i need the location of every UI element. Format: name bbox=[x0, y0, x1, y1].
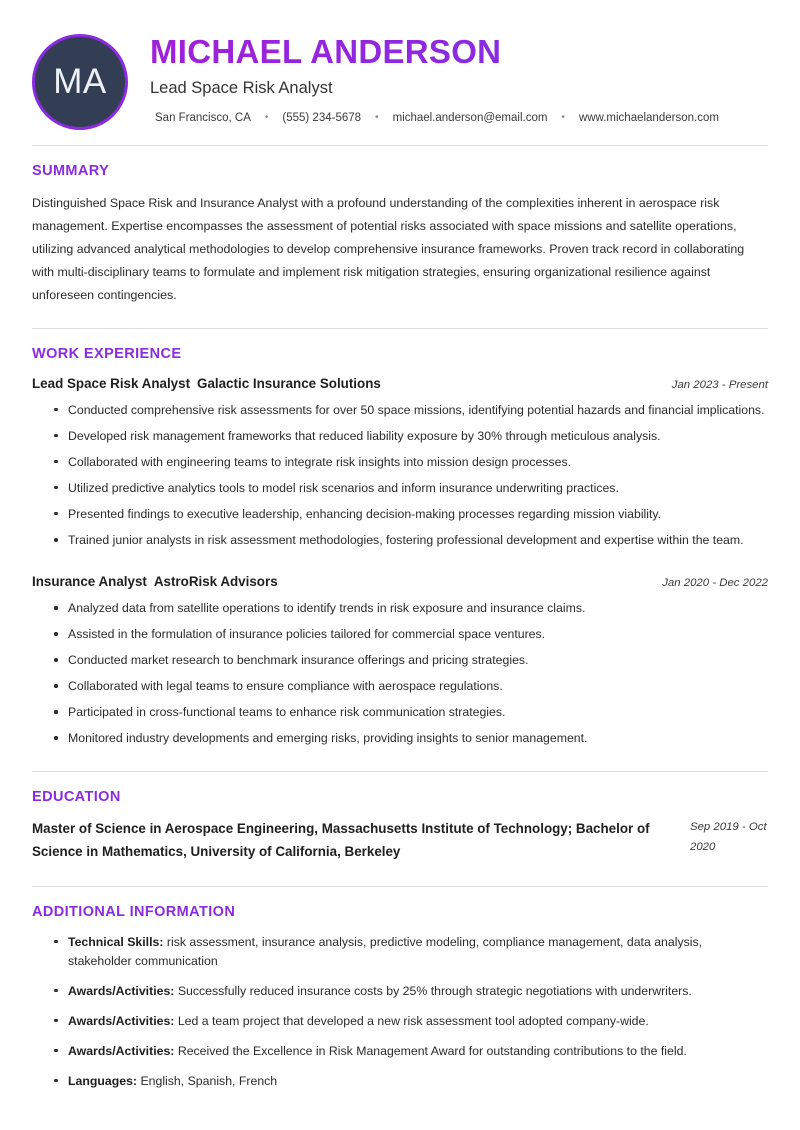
contact-line bbox=[150, 112, 768, 124]
section-work-experience bbox=[32, 329, 768, 765]
info-label: Awards/Activities: bbox=[68, 983, 175, 998]
info-value: risk assessment, insurance analysis, predictive modeling, compliance management, data analysis, stakeholder communication bbox=[68, 934, 703, 968]
list-item: Presented findings to executive leadership, enhancing decision-making processes regarding mission viability. bbox=[54, 505, 768, 524]
education-degree: Master of Science in Aerospace Engineering, Massachusetts Institute of Technology; Bachelor of Science in Mathematics, University of California, Berkeley bbox=[32, 821, 650, 859]
info-value: Successfully reduced insurance costs by 25% through strategic negotiations with underwriters. bbox=[177, 983, 692, 998]
experience-date: Jan 2023 - Present bbox=[671, 378, 768, 391]
section-title-work-experience: WORK EXPERIENCE bbox=[32, 345, 182, 362]
info-label: Technical Skills: bbox=[68, 934, 164, 949]
experience-company: AstroRisk Advisors bbox=[153, 574, 278, 590]
info-label: Awards/Activities: bbox=[68, 1013, 175, 1028]
list-item: Utilized predictive analytics tools to model risk scenarios and inform insurance underwriting practices. bbox=[54, 479, 768, 498]
list-item: Collaborated with legal teams to ensure compliance with aerospace regulations. bbox=[54, 677, 768, 696]
contact-separator-icon: • bbox=[375, 112, 379, 124]
page-title: MICHAEL ANDERSON bbox=[150, 35, 768, 70]
list-item: Participated in cross-functional teams to enhance risk communication strategies. bbox=[54, 703, 768, 722]
list-item: Conducted market research to benchmark insurance offerings and pricing strategies. bbox=[54, 651, 768, 670]
list-item: Trained junior analysts in risk assessment methodologies, fostering professional development and expertise within the team. bbox=[54, 531, 768, 550]
experience-heading bbox=[32, 375, 381, 393]
list-item bbox=[54, 1072, 768, 1091]
avatar-initials: MA bbox=[53, 62, 107, 101]
contact-separator-icon: • bbox=[264, 112, 269, 124]
experience-heading bbox=[32, 573, 278, 591]
experience-entry bbox=[32, 375, 768, 550]
experience-gap bbox=[32, 555, 768, 573]
info-value: Received the Excellence in Risk Management Award for outstanding contributions to the field. bbox=[177, 1043, 687, 1058]
list-item bbox=[54, 1042, 768, 1061]
list-item bbox=[54, 982, 768, 1001]
list-item: Monitored industry developments and emerging risks, providing insights to senior management. bbox=[54, 729, 768, 748]
resume-header bbox=[32, 0, 768, 138]
info-value: English, Spanish, French bbox=[140, 1073, 278, 1088]
section-title-education: EDUCATION bbox=[32, 789, 121, 806]
summary-text: Distinguished Space Risk and Insurance Analyst with a profound understanding of the complexities inherent in aerospace risk management. Expertise encompasses the assessment of potential risks associated with space missions and satellite operations, utilizing advanced analytical methodologies to develop comprehensive insurance frameworks. Proven track record in collaborating with multi-disciplinary teams to formulate and implement risk mitigation strategies, ensuring organizational resilience against unforeseen contingencies. bbox=[32, 196, 745, 302]
education-date: Sep 2019 - Oct 2020 bbox=[690, 821, 767, 854]
experience-bullet-list bbox=[32, 599, 768, 748]
experience-date: Jan 2020 - Dec 2022 bbox=[662, 577, 768, 590]
info-label: Languages: bbox=[68, 1073, 138, 1088]
experience-entry-header bbox=[32, 573, 768, 592]
section-education bbox=[32, 772, 768, 878]
info-label: Awards/Activities: bbox=[68, 1043, 175, 1058]
section-additional-information bbox=[32, 887, 768, 1091]
list-item: Developed risk management frameworks that reduced liability exposure by 30% through meticulous analysis. bbox=[54, 427, 768, 446]
list-item bbox=[54, 1012, 768, 1031]
section-title-additional-information: ADDITIONAL INFORMATION bbox=[32, 903, 236, 920]
list-item: Conducted comprehensive risk assessments for over 50 space missions, identifying potential hazards and financial implications. bbox=[54, 401, 768, 420]
contact-website[interactable]: www.michaelanderson.com bbox=[578, 112, 719, 125]
contact-phone: (555) 234-5678 bbox=[282, 112, 362, 125]
experience-company: Galactic Insurance Solutions bbox=[197, 375, 381, 391]
list-item bbox=[54, 933, 768, 971]
headline-job-title: Lead Space Risk Analyst bbox=[150, 78, 333, 97]
additional-information-list bbox=[32, 933, 768, 1091]
contact-separator-icon: • bbox=[561, 112, 565, 124]
avatar bbox=[32, 34, 128, 130]
experience-entry-header bbox=[32, 375, 768, 394]
list-item: Analyzed data from satellite operations to identify trends in risk exposure and insurance claims. bbox=[54, 599, 768, 618]
contact-location: San Francisco, CA bbox=[155, 112, 251, 125]
experience-entry bbox=[32, 573, 768, 748]
info-value: Led a team project that developed a new risk assessment tool adopted company-wide. bbox=[177, 1013, 649, 1028]
section-title-summary: SUMMARY bbox=[32, 163, 110, 179]
experience-role: Lead Space Risk Analyst bbox=[32, 375, 191, 391]
header-text-block bbox=[150, 25, 768, 124]
experience-bullet-list bbox=[32, 401, 768, 550]
education-entry bbox=[32, 818, 768, 862]
list-item: Collaborated with engineering teams to integrate risk insights into mission design processes. bbox=[54, 453, 768, 472]
list-item: Assisted in the formulation of insurance policies tailored for commercial space ventures. bbox=[54, 625, 768, 644]
contact-email[interactable]: michael.anderson@email.com bbox=[392, 112, 548, 125]
section-summary bbox=[32, 146, 768, 321]
experience-role: Insurance Analyst bbox=[32, 574, 147, 590]
